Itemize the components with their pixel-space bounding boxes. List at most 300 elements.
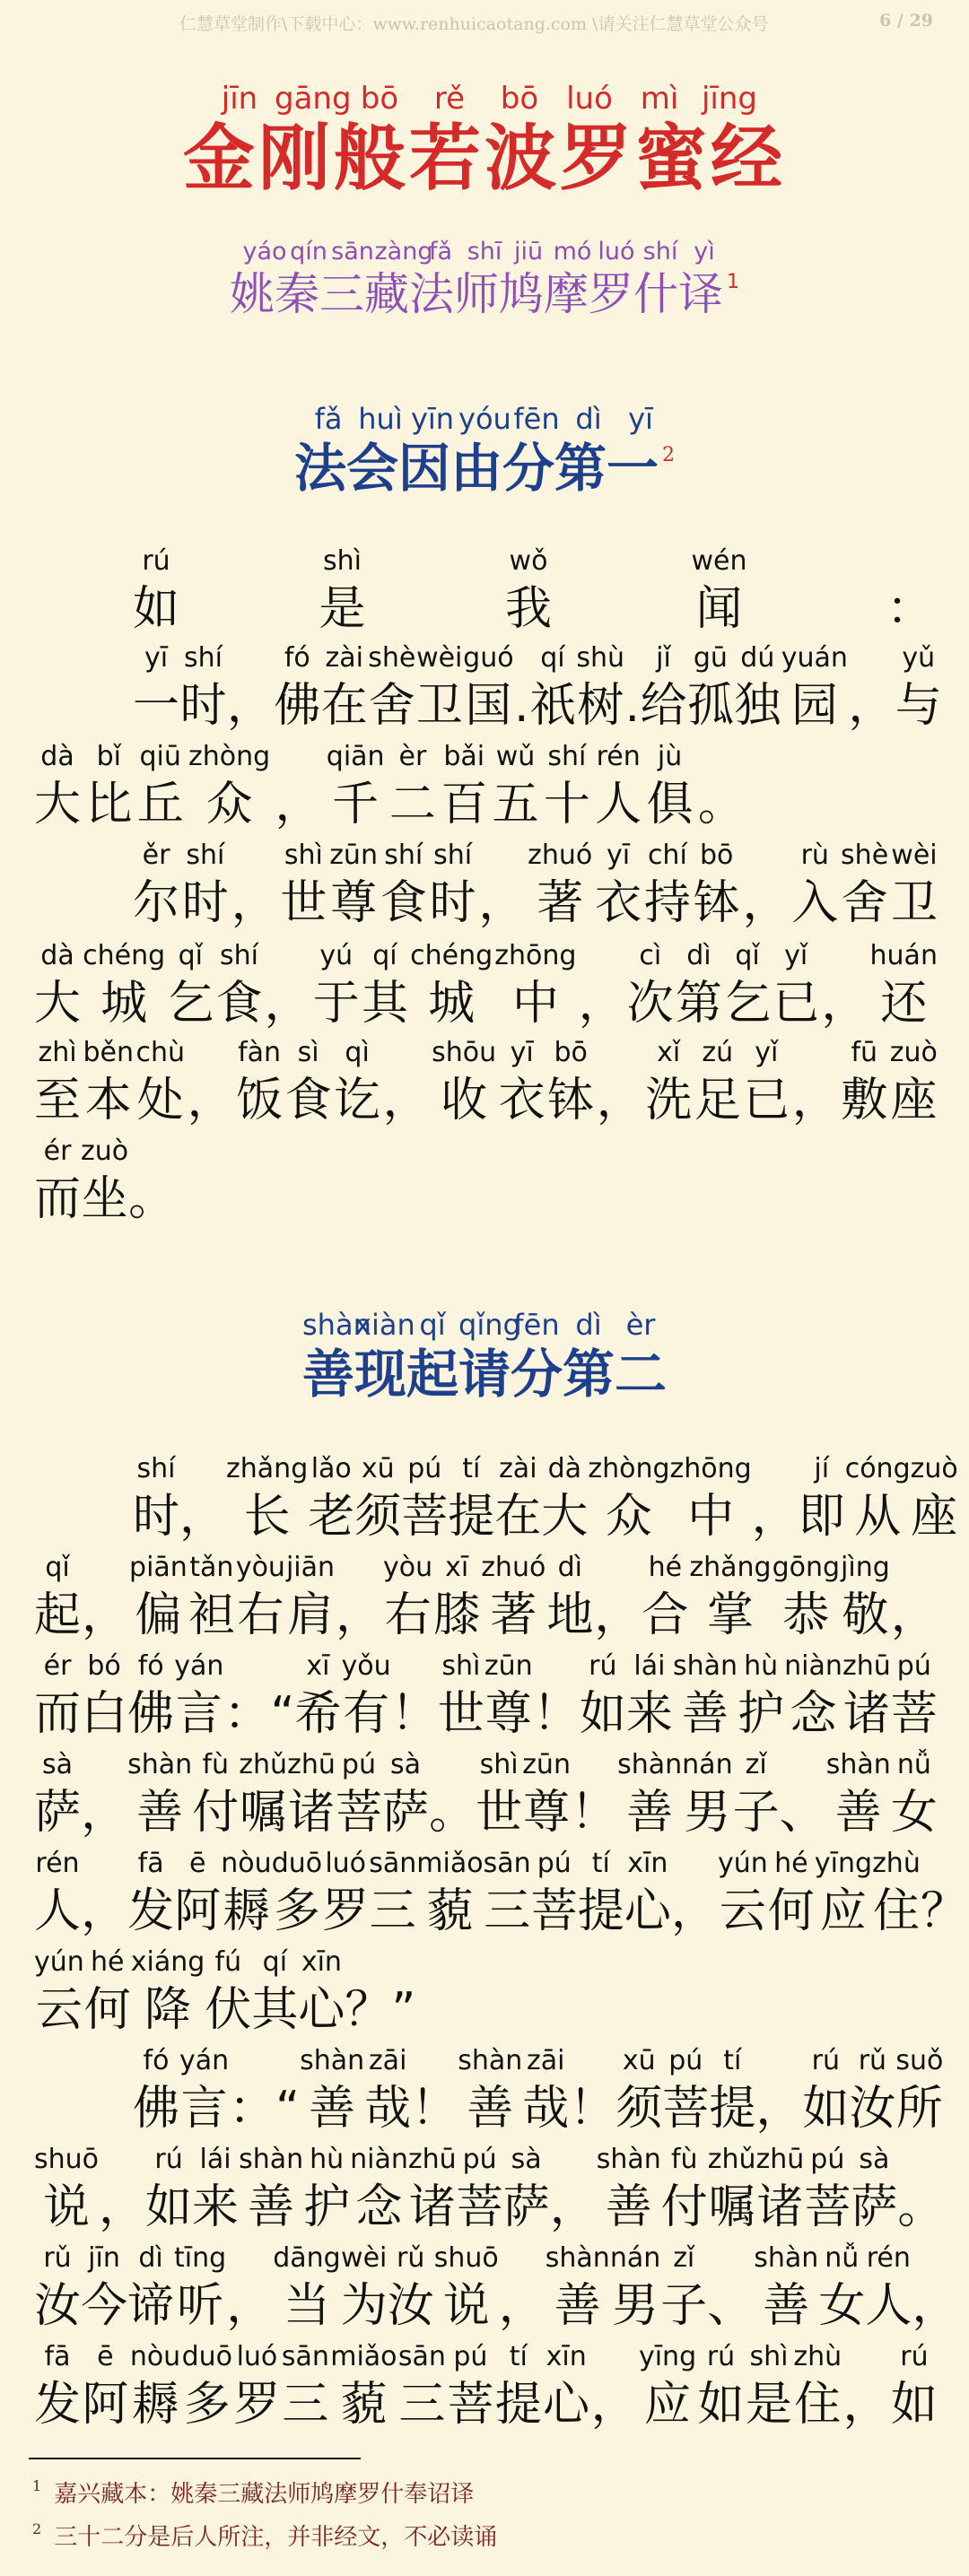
- pinyin-syllable: yǔ: [902, 642, 936, 674]
- hanzi-character: 女: [890, 1786, 938, 1840]
- hanzi-character: 云: [35, 1983, 83, 2037]
- character-with-pinyin: [708, 2142, 756, 2237]
- scripture-line: [34, 1128, 179, 1229]
- hanzi-character: 大: [34, 977, 82, 1031]
- hanzi-character: 钵: [693, 876, 740, 930]
- character-with-pinyin: [362, 938, 408, 1033]
- pinyin-syllable: sān: [483, 1848, 531, 1879]
- pinyin-syllable: zài: [499, 1453, 537, 1484]
- hanzi-character: 萨: [34, 1786, 82, 1840]
- hanzi-character: 尊: [484, 1687, 532, 1741]
- character-with-pinyin: [416, 640, 463, 735]
- scripture-line: [34, 1939, 467, 2040]
- pinyin-syllable: wǒ: [509, 545, 548, 577]
- character-with-pinyin: [192, 2142, 239, 2237]
- pinyin-syllable: qǐ: [735, 940, 760, 971]
- hanzi-character: 云: [719, 1884, 766, 1938]
- hanzi-character: 住: [872, 1884, 920, 1938]
- pinyin-syllable: niàn: [350, 2144, 408, 2175]
- pinyin-syllable: bó: [87, 1650, 121, 1682]
- hanzi-character: 乞: [167, 977, 214, 1031]
- hanzi-character: 俱: [646, 778, 694, 831]
- character-with-pinyin: [687, 640, 734, 735]
- pinyin-syllable: fā: [44, 2341, 71, 2372]
- scripture-line: [34, 1643, 938, 1744]
- hanzi-character: 长: [243, 1490, 291, 1544]
- character-with-pinyin: [182, 2339, 232, 2434]
- hanzi-character: 孤: [686, 679, 734, 733]
- hanzi-character: 善: [626, 1786, 674, 1840]
- character-with-pinyin: [754, 2241, 818, 2336]
- punctuation: .: [624, 679, 641, 733]
- character-with-pinyin: [188, 739, 270, 834]
- character-with-pinyin: [784, 1649, 842, 1744]
- pinyin-syllable: lǎo: [310, 1453, 352, 1484]
- hanzi-character: 合: [642, 1588, 689, 1642]
- pinyin-syllable: yǒu: [341, 1650, 391, 1682]
- pinyin-syllable: suǒ: [895, 2045, 944, 2076]
- hanzi-character: 即: [798, 1490, 845, 1544]
- pinyin-syllable: xīn: [301, 1946, 342, 1978]
- character-with-pinyin: [130, 2339, 180, 2434]
- pinyin-syllable: sà: [42, 1749, 74, 1780]
- character-with-pinyin: [610, 2241, 660, 2336]
- character-with-pinyin: [578, 1846, 624, 1941]
- pinyin-syllable: shè: [368, 642, 416, 674]
- character-with-pinyin: [709, 2043, 755, 2138]
- pinyin-syllable: jiān: [285, 1552, 336, 1583]
- hanzi-character: 食: [380, 876, 427, 930]
- hanzi-character: 嘱: [708, 2180, 755, 2234]
- hanzi-character: 时: [133, 1490, 180, 1544]
- character-with-pinyin: [434, 2241, 499, 2336]
- character-with-pinyin: [383, 1550, 432, 1645]
- punctuation: ，: [226, 679, 274, 733]
- hanzi-character: 尔: [133, 876, 180, 930]
- punctuation: ，: [848, 679, 895, 733]
- hanzi-character: 著: [537, 876, 584, 930]
- hanzi-character: 在: [320, 679, 368, 733]
- hanzi-character: 袒: [188, 1588, 235, 1642]
- pinyin-syllable: jīng: [701, 81, 758, 117]
- punctuation: ，: [590, 2378, 638, 2432]
- translator-pinyin: [0, 238, 969, 265]
- character-with-pinyin: [382, 1747, 429, 1842]
- hanzi-character: 护: [303, 2180, 351, 2234]
- main-title: [0, 81, 969, 200]
- character-with-pinyin: [388, 2241, 434, 2336]
- character-with-pinyin: [891, 1649, 938, 1744]
- pinyin-syllable: rén: [596, 741, 641, 772]
- character-with-pinyin: [448, 1451, 494, 1546]
- pinyin-syllable: shí: [183, 642, 223, 674]
- hanzi-character: 而: [34, 1687, 82, 1741]
- hanzi-character: 子: [732, 1786, 780, 1840]
- pinyin-syllable: bō: [360, 81, 399, 117]
- hanzi-character: 树: [577, 679, 624, 733]
- pinyin-syllable: zhù: [872, 1848, 921, 1879]
- pinyin-syllable: xiàn: [354, 1308, 415, 1342]
- character-with-pinyin: [167, 938, 214, 1033]
- page-number: 6 / 29: [879, 11, 933, 30]
- character-with-pinyin: [131, 1945, 205, 2040]
- hanzi-character: 人: [595, 778, 642, 831]
- character-with-pinyin: [724, 938, 771, 1033]
- character-with-pinyin: [368, 640, 415, 735]
- character-with-pinyin: [676, 938, 722, 1033]
- pinyin-syllable: sān: [281, 2341, 329, 2372]
- punctuation: ，: [382, 1074, 430, 1127]
- character-with-pinyin: [438, 1649, 484, 1744]
- hanzi-character: 大: [541, 1490, 589, 1544]
- character-with-pinyin: [845, 1451, 911, 1546]
- hanzi-character: 人: [865, 2279, 912, 2333]
- character-with-pinyin: [872, 1846, 921, 1941]
- pinyin-syllable: shì: [479, 1749, 519, 1780]
- pinyin-syllable: yún: [717, 1848, 768, 1879]
- pinyin-syllable: qí: [372, 940, 397, 971]
- pinyin-syllable: zú: [702, 1037, 734, 1068]
- pinyin-syllable: dì: [686, 940, 711, 971]
- pinyin-syllable: shí: [220, 940, 258, 971]
- character-with-pinyin: [891, 838, 938, 933]
- hanzi-character: 提: [494, 2378, 542, 2432]
- pinyin-syllable: qǐ: [419, 1308, 446, 1342]
- hanzi-character: 而: [34, 1172, 82, 1226]
- character-with-pinyin: [433, 1550, 480, 1645]
- character-with-pinyin: [401, 1451, 448, 1546]
- character-with-pinyin: [82, 2339, 128, 2434]
- character-with-pinyin: [642, 1550, 688, 1645]
- pinyin-syllable: èr: [398, 741, 427, 772]
- pinyin-syllable: fǎ: [314, 402, 343, 436]
- punctuation: ？: [920, 1884, 967, 1938]
- pinyin-syllable: qǐng: [458, 1308, 521, 1342]
- hanzi-character: 如: [133, 582, 180, 636]
- pinyin-syllable: bǎi: [443, 741, 485, 772]
- pinyin-syllable: shàn: [239, 2144, 304, 2175]
- pinyin-syllable: bō: [500, 81, 539, 117]
- pinyin-syllable: rú: [900, 2341, 929, 2372]
- pinyin-syllable: bǐ: [96, 741, 122, 772]
- pinyin-syllable: fū: [851, 1037, 878, 1068]
- character-with-pinyin: [408, 2142, 457, 2237]
- hanzi-character: 众: [605, 1490, 652, 1544]
- pinyin-syllable: shè: [841, 840, 889, 871]
- pinyin-syllable: shí: [186, 840, 225, 871]
- hanzi-character: 人: [34, 1884, 82, 1938]
- pinyin-syllable: qí: [262, 1946, 288, 1978]
- hanzi-character: 菩: [401, 1490, 449, 1544]
- pinyin-syllable: chéng: [83, 940, 166, 971]
- hanzi-character: 敬: [842, 1588, 889, 1642]
- pinyin-syllable: jīn: [221, 81, 258, 117]
- hanzi-character: 时: [181, 876, 229, 930]
- pinyin-syllable: jīn: [88, 2242, 120, 2274]
- hanzi-character: 萨: [382, 1786, 430, 1840]
- pinyin-syllable: qiū: [139, 741, 181, 772]
- hanzi-character: 世: [476, 1786, 523, 1840]
- hanzi-character: 与: [895, 679, 942, 733]
- character-with-pinyin: [239, 2142, 303, 2237]
- pinyin-syllable: rǔ: [858, 2045, 887, 2076]
- hanzi-character: 如: [579, 1687, 626, 1741]
- scripture-line: [133, 635, 942, 735]
- pinyin-syllable: shàn: [300, 2045, 365, 2076]
- punctuation: ，: [478, 876, 526, 930]
- character-with-pinyin: [546, 1550, 593, 1645]
- character-with-pinyin: [644, 838, 691, 933]
- pinyin-syllable: shí: [384, 840, 423, 871]
- punctuation: ，: [742, 876, 790, 930]
- character-with-pinyin: [236, 1550, 285, 1645]
- footnote-ref-2[interactable]: 2: [662, 444, 675, 466]
- pinyin-syllable: xīn: [546, 2341, 587, 2372]
- page-header: [0, 5, 969, 38]
- pinyin-syllable: ěr: [142, 840, 170, 871]
- character-with-pinyin: [870, 938, 938, 1033]
- hanzi-character: 如: [145, 2180, 193, 2234]
- section-title-1: [0, 402, 969, 501]
- hanzi-character: 今: [81, 2279, 128, 2333]
- punctuation: ，: [791, 1074, 839, 1127]
- pinyin-syllable: dāng: [273, 2242, 341, 2274]
- hanzi-character: 敷: [841, 1074, 888, 1127]
- pinyin-syllable: piān: [129, 1552, 188, 1583]
- scripture-line: [34, 2235, 959, 2336]
- character-with-pinyin: [136, 1035, 186, 1130]
- hanzi-character: 罗: [233, 2378, 281, 2432]
- pinyin-syllable: zhū: [287, 1749, 336, 1780]
- character-with-pinyin: [505, 544, 552, 639]
- punctuation: ，: [498, 2279, 546, 2333]
- punctuation: ，: [264, 977, 311, 1031]
- hanzi-character: 言: [180, 2082, 228, 2136]
- pinyin-syllable: wǔ: [495, 741, 536, 772]
- character-with-pinyin: [294, 1649, 341, 1744]
- punctuation: ，: [82, 1588, 129, 1642]
- hanzi-character: 心: [298, 1983, 345, 2037]
- punctuation: 。: [697, 778, 745, 831]
- pinyin-syllable: ér: [43, 1136, 72, 1167]
- character-with-pinyin: [398, 2339, 446, 2434]
- pinyin-syllable: nǚ: [896, 1749, 931, 1780]
- pinyin-syllable: zhòng: [188, 741, 271, 772]
- footnote-ref-1[interactable]: 1: [727, 271, 739, 293]
- character-with-pinyin: [34, 1035, 81, 1130]
- pinyin-syllable: guó: [463, 642, 514, 674]
- main-title-pinyin: [0, 81, 969, 117]
- hanzi-character: 千: [332, 778, 380, 831]
- hanzi-character: 善: [467, 2082, 514, 2136]
- hanzi-character: 萨: [502, 2180, 550, 2234]
- pinyin-syllable: rú: [811, 2045, 841, 2076]
- character-with-pinyin: [546, 2241, 610, 2336]
- pinyin-syllable: sān: [331, 238, 374, 265]
- pinyin-syllable: rén: [35, 1848, 80, 1879]
- character-with-pinyin: [734, 640, 781, 735]
- hanzi-character: 菩: [335, 1786, 382, 1840]
- hanzi-character: 付: [660, 2180, 708, 2234]
- character-with-pinyin: [127, 1846, 174, 1941]
- pinyin-syllable: yī: [607, 840, 631, 871]
- hanzi-character: 坐: [81, 1172, 128, 1226]
- pinyin-syllable: jìng: [841, 1552, 890, 1583]
- hanzi-character: 汝: [34, 2279, 82, 2333]
- pinyin-syllable: nòu: [129, 2341, 181, 2372]
- punctuation: ，: [912, 2279, 959, 2333]
- header-text: 仁慧草堂制作\下载中心：www.renhuicaotang.com \请关注仁慧草堂公众号: [179, 14, 769, 34]
- character-with-pinyin: [447, 2339, 493, 2434]
- hanzi-character: 起: [34, 1588, 82, 1642]
- footnotes: [0, 2458, 969, 2576]
- pinyin-syllable: èr: [625, 1308, 656, 1342]
- hanzi-character: 来: [192, 2180, 240, 2234]
- hanzi-character: 哉: [522, 2082, 570, 2136]
- pinyin-syllable: zhǔ: [239, 1749, 288, 1780]
- character-with-pinyin: [137, 739, 184, 834]
- hanzi-character: 菩: [890, 1687, 938, 1741]
- pinyin-syllable: jiū: [513, 238, 544, 265]
- hanzi-character: 男: [684, 1786, 731, 1840]
- pinyin-syllable: yīng: [638, 2341, 697, 2372]
- character-with-pinyin: [529, 640, 576, 735]
- hanzi-character: 罗: [322, 1884, 370, 1938]
- character-with-pinyin: [528, 838, 592, 933]
- hanzi-character: 食: [284, 1074, 332, 1127]
- pinyin-syllable: fú: [214, 1946, 242, 1978]
- punctuation: ，: [81, 1786, 128, 1840]
- character-with-pinyin: [595, 838, 642, 933]
- hanzi-character: 城: [428, 977, 476, 1031]
- character-with-pinyin: [389, 739, 436, 834]
- hanzi-character: 子: [660, 2279, 708, 2333]
- scripture-line: [133, 2038, 944, 2138]
- character-with-pinyin: [494, 938, 576, 1033]
- character-with-pinyin: [617, 1747, 682, 1842]
- pinyin-syllable: zhuó: [481, 1552, 546, 1583]
- character-with-pinyin: [179, 640, 226, 735]
- hanzi-character: 白: [81, 1687, 128, 1741]
- punctuation: 。: [429, 1786, 476, 1840]
- pinyin-syllable: rǔ: [397, 2242, 425, 2274]
- hanzi-character: 持: [643, 876, 691, 930]
- translator-line: [0, 238, 969, 321]
- hanzi-character: 于: [312, 977, 360, 1031]
- character-with-pinyin: [341, 2241, 388, 2336]
- pinyin-syllable: luó: [236, 2341, 278, 2372]
- hanzi-character: 须: [354, 1490, 402, 1544]
- pinyin-syllable: pú: [668, 2045, 703, 2076]
- character-with-pinyin: [865, 2241, 912, 2336]
- character-with-pinyin: [738, 1649, 784, 1744]
- character-with-pinyin: [698, 2339, 745, 2434]
- pinyin-syllable: zuò: [889, 1037, 938, 1068]
- hanzi-character: 国: [465, 679, 512, 733]
- punctuation: ，: [578, 977, 625, 1031]
- pinyin-syllable: hù: [744, 1650, 779, 1682]
- character-with-pinyin: [895, 640, 942, 735]
- character-with-pinyin: [615, 2043, 662, 2138]
- pinyin-syllable: zhòng: [588, 1453, 670, 1484]
- character-with-pinyin: [81, 1134, 128, 1229]
- hanzi-character: 说: [442, 2279, 490, 2333]
- hanzi-character: 洗: [645, 1074, 693, 1127]
- pinyin-syllable: tīng: [174, 2242, 227, 2274]
- punctuation: ：“: [229, 2082, 301, 2136]
- section-1-label: 法会因由分第一: [293, 438, 659, 499]
- pinyin-syllable: zhuó: [528, 840, 593, 871]
- hanzi-character: 善: [834, 1786, 882, 1840]
- translator-text: [0, 267, 969, 321]
- punctuation: ，: [179, 1490, 227, 1544]
- pinyin-syllable: fù: [670, 2144, 698, 2175]
- pinyin-syllable: yòu: [383, 1552, 433, 1583]
- pinyin-syllable: wèi: [891, 840, 938, 871]
- character-with-pinyin: [627, 938, 674, 1033]
- pinyin-syllable: yú: [319, 940, 354, 971]
- pinyin-syllable: dì: [557, 1552, 583, 1583]
- hanzi-character: 佛: [127, 1687, 175, 1741]
- punctuation: ！: [571, 1786, 618, 1840]
- character-with-pinyin: [174, 1649, 223, 1744]
- hanzi-character: 心: [543, 2378, 590, 2432]
- character-with-pinyin: [274, 640, 320, 735]
- pinyin-syllable: qǐ: [45, 1552, 70, 1583]
- pinyin-syllable: tí: [723, 2045, 742, 2076]
- section-2-pinyin: [0, 1308, 969, 1342]
- character-with-pinyin: [432, 1035, 496, 1130]
- character-with-pinyin: [145, 2142, 192, 2237]
- hanzi-character: 舍: [368, 679, 415, 733]
- hanzi-character: 所: [895, 2082, 943, 2136]
- pinyin-syllable: bō: [699, 840, 734, 871]
- hanzi-character: 讫: [334, 1074, 381, 1127]
- pinyin-syllable: sān: [397, 2341, 446, 2372]
- hanzi-character: 其: [251, 1983, 299, 2037]
- pinyin-syllable: yì: [694, 238, 715, 265]
- hanzi-character: 时: [179, 679, 227, 733]
- pinyin-syllable: shì: [749, 2341, 789, 2372]
- hanzi-character: 次: [626, 977, 674, 1031]
- punctuation: ：: [886, 582, 933, 636]
- character-with-pinyin: [322, 1846, 369, 1941]
- pinyin-syllable: shì: [323, 545, 362, 577]
- hanzi-character: 至: [34, 1074, 82, 1127]
- pinyin-syllable: pú: [896, 1650, 931, 1682]
- character-with-pinyin: [133, 640, 179, 735]
- hanzi-character: 偏: [135, 1588, 182, 1642]
- pinyin-syllable: sà: [511, 2144, 542, 2175]
- character-with-pinyin: [493, 739, 539, 834]
- pinyin-syllable: duō: [271, 1848, 323, 1879]
- pinyin-syllable: fǎ: [428, 238, 453, 265]
- pinyin-syllable: jí: [814, 1453, 830, 1484]
- character-with-pinyin: [841, 1035, 887, 1130]
- hanzi-character: 十: [543, 778, 590, 831]
- pinyin-syllable: shí: [433, 840, 473, 871]
- character-with-pinyin: [127, 2241, 174, 2336]
- hanzi-character: 提: [577, 1884, 624, 1938]
- hanzi-character: 钵: [547, 1074, 595, 1127]
- pinyin-syllable: huán: [869, 940, 938, 971]
- pinyin-syllable: yī: [144, 642, 169, 674]
- hanzi-character: 右: [237, 1588, 284, 1642]
- character-with-pinyin: [799, 1451, 845, 1546]
- hanzi-character: 降: [144, 1983, 192, 2037]
- character-with-pinyin: [285, 1035, 332, 1130]
- pinyin-syllable: jù: [657, 741, 683, 772]
